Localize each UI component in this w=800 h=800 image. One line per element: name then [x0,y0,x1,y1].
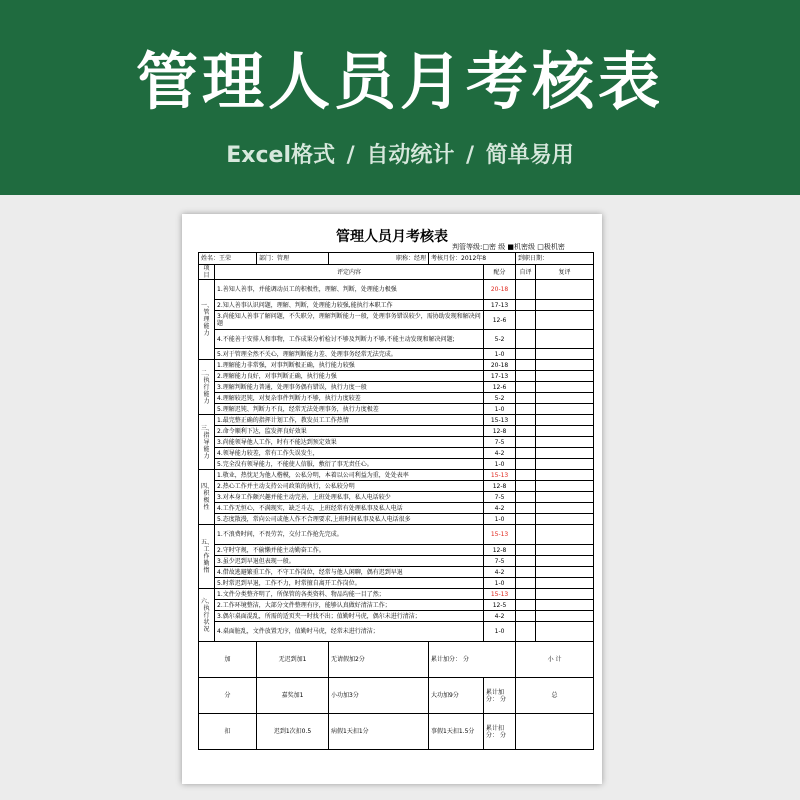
criteria-row [199,525,594,545]
review-score-cell[interactable] [536,448,594,459]
self-score-cell[interactable] [516,589,536,600]
score-range: 17-13 [484,371,516,382]
criteria-row [199,545,594,556]
self-score-cell[interactable] [516,459,536,470]
self-score-cell[interactable] [516,437,536,448]
criteria-text: 2.热心工作并主动支持公司政策的执行，公私较分明 [215,481,484,492]
criteria-text: 3.对本身工作颇兴趣并能主动完善，上班处理私事，私人电话较少 [215,492,484,503]
category-label: 三、指导能力 [199,415,215,470]
criteria-text: 3.理解判断能力普通，处理事务偶有错误，执行力度一般 [215,382,484,393]
info-row [199,253,594,265]
criteria-row [199,448,594,459]
adjustment-row-deduct [199,714,594,750]
criteria-text: 2.知人善事认识问题，理解、判断，处理能力较强,能执行本职工作 [215,300,484,311]
review-score-cell[interactable] [536,600,594,611]
add-sub-label: 无迟到加1 [257,642,329,678]
score-range: 20-18 [484,360,516,371]
deduct-sub-label: 迟到1次扣0.5 [257,714,329,750]
header-row [199,265,594,280]
criteria-text: 1.善知人善事，并能调动员工的积极性，理解、判断，处理能力极强 [215,280,484,300]
criteria-text: 2.命令顺利下达，监发挥良好效果 [215,426,484,437]
header-item: 项目 [199,265,215,280]
bonus-total: 累计加分： 分 [484,678,516,714]
self-score-cell[interactable] [516,611,536,622]
criteria-row [199,404,594,415]
bonus-item: 小功加3分 [329,678,429,714]
criteria-text: 3.偶尔桌面混乱，所需的适页夹一时找不出；值勤时马虎，偶尔未进行清洁； [215,611,484,622]
criteria-row [199,481,594,492]
score-range: 7-5 [484,556,516,567]
review-score-cell[interactable] [536,514,594,525]
criteria-text: 1.最完整正确的指挥计划工作，教发员工工作热情 [215,415,484,426]
add-total: 累计加分： 分 [429,642,516,678]
score-range: 1-0 [484,404,516,415]
review-score-cell[interactable] [536,415,594,426]
criteria-row [199,459,594,470]
criteria-text: 5.理解迟钝、判断力不良，经常无法处理事务，执行力度极差 [215,404,484,415]
review-score-cell[interactable] [536,611,594,622]
criteria-row [199,437,594,448]
score-range: 1-0 [484,514,516,525]
review-month: 考核月份：2012年8 [429,253,516,265]
criteria-row [199,311,594,330]
review-score-cell[interactable] [536,371,594,382]
self-score-cell[interactable] [516,349,536,360]
deduct-total: 累计扣分： 分 [484,714,516,750]
criteria-row [199,622,594,642]
criteria-text: 5.对于管理全然不关心，理解判断能力差、处理事务经常无法完成。 [215,349,484,360]
score-range: 12-6 [484,382,516,393]
score-range: 12-8 [484,545,516,556]
criteria-text: 4.理解较迟钝，对复杂事件判断力不够，执行力度较差 [215,393,484,404]
criteria-row [199,280,594,300]
criteria-row [199,556,594,567]
review-score-cell[interactable] [536,404,594,415]
criteria-text: 4.领导能力较差，常有工作失误发生， [215,448,484,459]
review-score-cell[interactable] [536,525,594,545]
self-score-cell[interactable] [516,622,536,642]
review-score-cell[interactable] [536,622,594,642]
criteria-text: 3.尚能知人善事了解问题，不失职分，理解判断能力一般，处理事务错误较少，需协助发现和解决问题 [215,311,484,330]
criteria-row [199,600,594,611]
score-range: 15-13 [484,415,516,426]
score-range: 5-2 [484,393,516,404]
review-score-cell[interactable] [536,437,594,448]
score-range: 15-13 [484,589,516,600]
subtotal-label: 小 计 [516,642,594,678]
bonus-sub-label: 嘉奖加1 [257,678,329,714]
self-score-cell[interactable] [516,404,536,415]
criteria-text: 2.理解能力良好，对事判断正确，执行能力强 [215,371,484,382]
self-score-cell[interactable] [516,330,536,349]
self-score-cell[interactable] [516,470,536,481]
criteria-row [199,382,594,393]
criteria-text: 1.文件分类整齐明了，所保管的各类资料、物品均能一目了然； [215,589,484,600]
bonus-item-2: 大功加9分 [429,678,484,714]
document-title: 管理人员月考核表 [336,229,448,245]
self-score-cell[interactable] [516,578,536,589]
score-range: 20-18 [484,280,516,300]
self-score-cell[interactable] [516,360,536,371]
banner-subtitle: Excel格式 / 自动统计 / 简单易用 [226,143,574,168]
criteria-row [199,589,594,600]
review-score-cell[interactable] [536,280,594,300]
score-range: 4-2 [484,503,516,514]
deduct-blank [516,714,594,750]
review-score-cell[interactable] [536,481,594,492]
criteria-row [199,415,594,426]
self-score-cell[interactable] [516,567,536,578]
score-range: 12-8 [484,481,516,492]
adjustment-row-bonus [199,678,594,714]
self-score-cell[interactable] [516,311,536,330]
score-range: 7-5 [484,492,516,503]
self-score-cell[interactable] [516,481,536,492]
self-score-cell[interactable] [516,280,536,300]
criteria-text: 3.虽少迟到早退但表现一般。 [215,556,484,567]
criteria-row [199,330,594,349]
criteria-text: 5.态度散漫，常向公司或他人作不合理要求,上班时间私事及私人电话很多 [215,514,484,525]
adjustments-section [199,642,594,750]
self-score-cell[interactable] [516,600,536,611]
review-score-cell[interactable] [536,393,594,404]
score-range: 12-5 [484,600,516,611]
score-range: 12-6 [484,311,516,330]
deduct-item-2: 事假1天扣1.5分 [429,714,484,750]
criteria-text: 3.尚能领导他人工作，时有不能达到预定效果 [215,437,484,448]
review-score-cell[interactable] [536,459,594,470]
review-score-cell[interactable] [536,503,594,514]
criteria-row [199,426,594,437]
criteria-text: 2.守时守规，不偷懒并能主动勤奋工作。 [215,545,484,556]
header-review: 复评 [536,265,594,280]
review-score-cell[interactable] [536,492,594,503]
document-page [182,214,602,784]
review-score-cell[interactable] [536,589,594,600]
criteria-text: 4.桌面脏乱，文件放置无序，值勤时马虎，经常未进行清洁； [215,622,484,642]
category-label: 一、管理能力 [199,280,215,360]
self-score-cell[interactable] [516,503,536,514]
review-score-cell[interactable] [536,470,594,481]
score-range: 1-0 [484,622,516,642]
review-score-cell[interactable] [536,311,594,330]
score-range: 1-0 [484,578,516,589]
evaluation-table [198,252,594,750]
header-content: 评定内容 [215,265,484,280]
review-score-cell[interactable] [536,567,594,578]
self-score-cell[interactable] [516,514,536,525]
add-item: 无请假加2分 [329,642,429,678]
self-score-cell[interactable] [516,492,536,503]
criteria-row [199,503,594,514]
score-range: 7-5 [484,437,516,448]
category-label: 四、积极性 [199,470,215,525]
employee-name: 姓名：王荣 [199,253,257,265]
criteria-row [199,349,594,360]
criteria-row [199,514,594,525]
review-score-cell[interactable] [536,426,594,437]
banner-title: 管理人员月考核表 [135,45,664,118]
criteria-row [199,300,594,311]
review-score-cell[interactable] [536,330,594,349]
header-self: 自评 [516,265,536,280]
self-score-cell[interactable] [516,525,536,545]
criteria-row [199,492,594,503]
self-score-cell[interactable] [516,556,536,567]
employee-title: 职称：经理 [329,253,429,265]
score-range: 15-13 [484,470,516,481]
criteria-row [199,470,594,481]
review-score-cell[interactable] [536,578,594,589]
review-score-cell[interactable] [536,556,594,567]
grand-total-label: 总 [516,678,594,714]
self-score-cell[interactable] [516,426,536,437]
criteria-row [199,578,594,589]
self-score-cell[interactable] [516,371,536,382]
criteria-row [199,371,594,382]
review-score-cell[interactable] [536,545,594,556]
score-range: 1-0 [484,459,516,470]
criteria-text: 1.敬业，热忱足为他人楷模，公私分明，本着以公司利益为重，处处表率 [215,470,484,481]
self-score-cell[interactable] [516,300,536,311]
review-score-cell[interactable] [536,349,594,360]
criteria-text: 4.不能善于安排人和事物，工作成果分析检讨不够及判断力不够,不能主动发现和解决问题; [215,330,484,349]
criteria-row [199,611,594,622]
self-score-cell[interactable] [516,415,536,426]
category-label: 五、工作勤惰 [199,525,215,589]
criteria-text: 1.理解能力非常强，对事判断极正确，执行能力较强 [215,360,484,371]
criteria-row [199,567,594,578]
criteria-row [199,360,594,371]
banner [0,0,800,195]
secret-level-line: 判管等级:□密 级 ■机密级 □极机密 [452,243,565,251]
category-label: 六、执行状况 [199,589,215,642]
criteria-text: 5.完全没有领导能力，不能使人信服，敷衍了事无责任心。 [215,459,484,470]
review-score-cell[interactable] [536,300,594,311]
self-score-cell[interactable] [516,545,536,556]
score-range: 4-2 [484,567,516,578]
criteria-text: 2.工作环境整洁，大部分文件整理有序，能够认真做好清洁工作； [215,600,484,611]
adjustment-row-add [199,642,594,678]
score-range: 17-13 [484,300,516,311]
criteria-text: 4.借故逃避繁重工作，不守工作岗位，经常与他人闲聊，偶有迟到早退 [215,567,484,578]
self-score-cell[interactable] [516,393,536,404]
score-range: 12-8 [484,426,516,437]
review-score-cell[interactable] [536,360,594,371]
score-range: 4-2 [484,611,516,622]
review-score-cell[interactable] [536,382,594,393]
criteria-text: 5.时常迟到早退，工作不力，时常擅自离开工作岗位。 [215,578,484,589]
self-score-cell[interactable] [516,382,536,393]
score-range: 5-2 [484,330,516,349]
score-range: 4-2 [484,448,516,459]
self-score-cell[interactable] [516,448,536,459]
score-range: 1-0 [484,349,516,360]
header-score: 配分 [484,265,516,280]
criteria-text: 4.工作无恒心，不满现实，缺乏斗志，上班经常有处理私事及私人电话 [215,503,484,514]
add-label: 加 [199,642,257,678]
criteria-row [199,393,594,404]
employee-dept: 部门：管理 [257,253,329,265]
start-date: 到职日期： [516,253,594,265]
score-range: 15-13 [484,525,516,545]
category-label: 二、执行能力 [199,360,215,415]
criteria-text: 1.不浪费时间，不畏劳苦，交付工作抢先完成。 [215,525,484,545]
bonus-label: 分 [199,678,257,714]
deduct-item: 病假1天扣1分 [329,714,429,750]
deduct-label: 扣 [199,714,257,750]
